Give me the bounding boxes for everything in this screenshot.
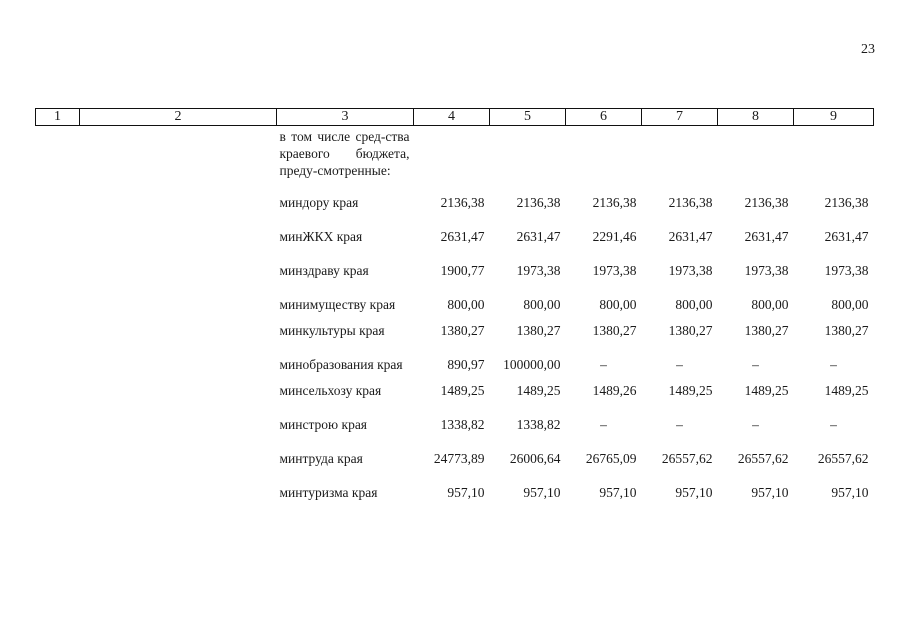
cell-value: 2631,47	[668, 229, 713, 244]
cell-value: 800,00	[831, 297, 869, 312]
cell-value: 1380,27	[592, 323, 637, 338]
cell-value: 2136,38	[440, 195, 485, 210]
cell-value: 26006,64	[509, 451, 561, 466]
cell-value: 2136,38	[744, 195, 789, 210]
cell-value: 100000,00	[503, 357, 561, 372]
cell-value: 2136,38	[824, 195, 869, 210]
cell-value: 957,10	[599, 485, 637, 500]
row-label: минимуществу края	[279, 297, 396, 312]
cell-value: 1489,26	[592, 383, 637, 398]
table-row	[36, 296, 874, 322]
column-header: 8	[718, 109, 794, 126]
table-row	[36, 416, 874, 450]
column-number-row	[36, 109, 874, 126]
cell-value: 957,10	[831, 485, 869, 500]
cell-value: 1973,38	[592, 263, 637, 278]
table-row	[36, 356, 874, 382]
column-header: 2	[80, 109, 277, 126]
cell-value: 1489,25	[516, 383, 561, 398]
row-label: миндору края	[279, 195, 359, 210]
row-label: минтуризма края	[279, 485, 378, 500]
cell-value: 1973,38	[824, 263, 869, 278]
cell-value: –	[600, 417, 607, 432]
cell-value: –	[676, 357, 683, 372]
cell-value: 1380,27	[824, 323, 869, 338]
cell-value: 26557,62	[737, 451, 789, 466]
cell-value: 2631,47	[824, 229, 869, 244]
cell-value: –	[752, 417, 759, 432]
cell-value: 1380,27	[440, 323, 485, 338]
cell-value: 800,00	[447, 297, 485, 312]
cell-value: 1380,27	[668, 323, 713, 338]
cell-value: 2631,47	[744, 229, 789, 244]
row-label: минтруда края	[279, 451, 363, 466]
column-header: 6	[566, 109, 642, 126]
page-number: 23	[861, 42, 875, 57]
cell-value: 1489,25	[668, 383, 713, 398]
cell-value: 26557,62	[661, 451, 713, 466]
cell-value: 957,10	[523, 485, 561, 500]
cell-value: –	[600, 357, 607, 372]
table-row	[36, 322, 874, 356]
cell-value: 1489,25	[440, 383, 485, 398]
cell-value: 890,97	[447, 357, 485, 372]
table-row	[36, 194, 874, 228]
table-body	[36, 126, 874, 519]
row-label: минздраву края	[279, 263, 369, 278]
cell-value: –	[830, 417, 837, 432]
intro-text: в том числе сред-ства краевого бюджета, преду-смотренные:	[279, 129, 410, 178]
cell-value: 957,10	[751, 485, 789, 500]
cell-value: –	[752, 357, 759, 372]
column-header: 5	[490, 109, 566, 126]
cell-value: 1973,38	[516, 263, 561, 278]
intro-row	[36, 126, 874, 195]
row-label: минЖКХ края	[279, 229, 363, 244]
cell-value: 1380,27	[516, 323, 561, 338]
column-header: 1	[36, 109, 80, 126]
cell-value: –	[676, 417, 683, 432]
table-row	[36, 382, 874, 416]
table-row	[36, 450, 874, 484]
column-header: 9	[794, 109, 874, 126]
cell-value: 2136,38	[516, 195, 561, 210]
cell-value: 800,00	[675, 297, 713, 312]
column-header: 4	[414, 109, 490, 126]
column-header: 7	[642, 109, 718, 126]
cell-value: 1973,38	[668, 263, 713, 278]
cell-value: –	[830, 357, 837, 372]
cell-value: 957,10	[447, 485, 485, 500]
cell-value: 1973,38	[744, 263, 789, 278]
cell-value: 1489,25	[744, 383, 789, 398]
table-row	[36, 262, 874, 296]
cell-value: 1380,27	[744, 323, 789, 338]
cell-value: 800,00	[599, 297, 637, 312]
row-label: минсельхозу края	[279, 383, 382, 398]
cell-value: 1900,77	[440, 263, 485, 278]
cell-value: 800,00	[751, 297, 789, 312]
cell-value: 2631,47	[516, 229, 561, 244]
cell-value: 2136,38	[668, 195, 713, 210]
cell-value: 1338,82	[516, 417, 561, 432]
cell-value: 957,10	[675, 485, 713, 500]
cell-value: 1338,82	[440, 417, 485, 432]
cell-value: 24773,89	[433, 451, 485, 466]
cell-value: 1489,25	[824, 383, 869, 398]
cell-value: 800,00	[523, 297, 561, 312]
cell-value: 26765,09	[585, 451, 637, 466]
table-row	[36, 228, 874, 262]
row-label: минобразования края	[279, 357, 403, 372]
cell-value: 2631,47	[440, 229, 485, 244]
column-header: 3	[277, 109, 414, 126]
table-row	[36, 484, 874, 518]
cell-value: 26557,62	[817, 451, 869, 466]
budget-table	[35, 108, 874, 518]
cell-value: 2136,38	[592, 195, 637, 210]
cell-value: 2291,46	[592, 229, 637, 244]
row-label: минкультуры края	[279, 323, 385, 338]
row-label: минстрою края	[279, 417, 368, 432]
